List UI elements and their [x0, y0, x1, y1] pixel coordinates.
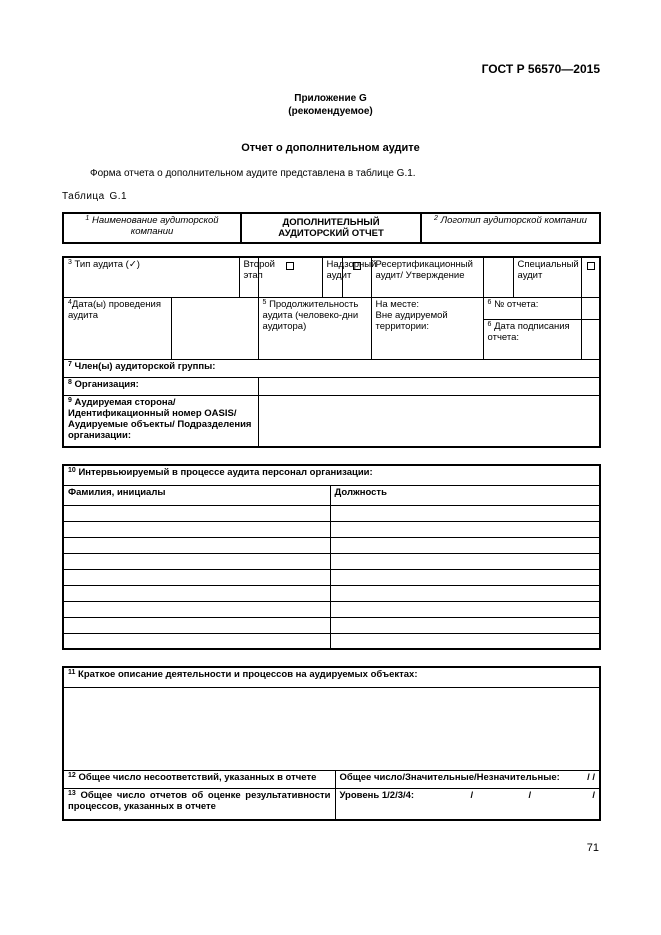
effectiveness-level-label: Уровень 1/2/3/4:: [339, 789, 415, 801]
staff-position-cell[interactable]: [330, 521, 600, 537]
staff-name-cell[interactable]: [63, 521, 330, 537]
staff-position-cell[interactable]: [330, 601, 600, 617]
organization-label: Организация:: [74, 378, 139, 390]
nonconformities-value-label: Общее число/Значительные/Незначительные:: [339, 771, 560, 783]
audit-dates-value[interactable]: [171, 297, 258, 359]
footnote-mark: 3: [68, 259, 72, 266]
audit-details-table: [62, 256, 601, 448]
staff-name-cell[interactable]: [63, 617, 330, 633]
level-separator-1: /: [470, 789, 474, 801]
effectiveness-value-cell[interactable]: [335, 788, 600, 820]
appendix-heading: [0, 92, 661, 118]
organization-label-cell: [63, 377, 258, 395]
footnote-mark: 2: [434, 215, 438, 222]
duration-label-cell: [258, 297, 371, 359]
onsite-offsite-cell: [371, 297, 483, 359]
footnote-mark: 6: [487, 320, 492, 328]
special-label: Специальный аудит: [513, 257, 581, 297]
column-header-name: Фамилия, инициалы: [63, 485, 330, 505]
staff-position-cell[interactable]: [330, 537, 600, 553]
activity-description-field[interactable]: [63, 687, 600, 770]
duration-label: Продолжительность аудита (человеко-дни аудитора): [262, 298, 359, 332]
audit-type-cell: [63, 257, 239, 297]
intro-text: Форма отчета о дополнительном аудите представлена в таблице G.1.: [90, 168, 416, 179]
footnote-mark: 8: [68, 378, 72, 386]
staff-position-cell[interactable]: [330, 585, 600, 601]
sign-date-label-cell: [483, 319, 581, 359]
footnote-mark: 7: [68, 360, 72, 368]
special-checkbox[interactable]: [581, 257, 600, 297]
staff-position-cell[interactable]: [330, 553, 600, 569]
report-number-label-cell: [483, 297, 581, 319]
activity-title: Краткое описание деятельности и процессов на аудируемых объектах:: [78, 669, 418, 680]
offsite-label: Вне аудируемой территории:: [375, 309, 448, 332]
nonconformities-value-cell[interactable]: [335, 770, 600, 788]
staff-title: Интервьюируемый в процессе аудита персонал организации:: [78, 467, 373, 478]
staff-title-row: [63, 465, 600, 485]
footnote-mark: 9: [68, 396, 72, 404]
checkbox-icon: [587, 262, 595, 270]
effectiveness-label-cell: [63, 788, 335, 820]
staff-name-cell[interactable]: [63, 569, 330, 585]
second-stage-label: Второй этап: [239, 257, 258, 297]
org-name-cell: [63, 213, 241, 243]
report-type-title: ДОПОЛНИТЕЛЬНЫЙ АУДИТОРСКИЙ ОТЧЕТ: [241, 213, 421, 243]
staff-position-cell[interactable]: [330, 633, 600, 649]
table-label-word: Таблица: [62, 191, 105, 202]
appendix-title: Приложение G: [294, 93, 367, 104]
staff-position-cell[interactable]: [330, 505, 600, 521]
recert-checkbox[interactable]: [483, 257, 513, 297]
header-table: [62, 212, 601, 244]
report-number-label: № отчета:: [494, 298, 539, 310]
nonconformities-label-cell: [63, 770, 335, 788]
audit-type-label: Тип аудита (✓): [74, 259, 140, 270]
audit-dates-label-cell: [63, 297, 171, 359]
audit-dates-label: Дата(ы) проведения аудита: [68, 298, 161, 321]
footnote-mark: 6: [487, 298, 492, 306]
summary-table: [62, 666, 601, 821]
column-header-position: Должность: [330, 485, 600, 505]
footnote-mark: 5: [262, 298, 267, 306]
level-separator-3: /: [592, 789, 595, 801]
staff-position-cell[interactable]: [330, 617, 600, 633]
staff-name-cell[interactable]: [63, 633, 330, 649]
audit-team-label: Член(ы) аудиторской группы:: [74, 360, 216, 372]
staff-name-cell[interactable]: [63, 505, 330, 521]
appendix-subtitle: (рекомендуемое): [288, 106, 373, 117]
onsite-label: На месте:: [375, 298, 420, 310]
footnote-mark: 11: [68, 669, 76, 676]
surveillance-label: Надзорный аудит: [322, 257, 342, 297]
document-title: Отчет о дополнительном аудите: [241, 142, 420, 154]
footnote-mark: 13: [68, 789, 76, 797]
table-label-number: G.1: [109, 191, 128, 202]
page-number: 71: [586, 842, 599, 854]
nonconformities-slashes: / /: [587, 771, 595, 783]
staff-position-cell[interactable]: [330, 569, 600, 585]
staff-name-cell[interactable]: [63, 553, 330, 569]
checkbox-icon: [353, 262, 361, 270]
footnote-mark: 10: [68, 467, 76, 474]
auditee-label: Аудируемая сторона/ Идентификационный номер OASIS/Аудируемые объекты/ Подразделения организации:: [68, 396, 252, 441]
footnote-mark: 12: [68, 771, 76, 779]
effectiveness-label: Общее число отчетов об оценке результативности процессов, указанных в отчете: [68, 789, 331, 812]
staff-name-cell[interactable]: [63, 601, 330, 617]
staff-name-cell[interactable]: [63, 537, 330, 553]
audit-team-row: [63, 359, 600, 377]
level-separator-2: /: [528, 789, 532, 801]
interviewed-staff-table: [62, 464, 601, 650]
checkbox-icon: [286, 262, 294, 270]
sign-date-label: Дата подписания отчета:: [487, 320, 570, 343]
logo-cell: [421, 213, 600, 243]
logo-label: Логотип аудиторской компании: [440, 215, 587, 226]
organization-value[interactable]: [258, 377, 600, 395]
auditee-label-cell: [63, 395, 258, 447]
sign-date-value[interactable]: [581, 319, 600, 359]
footnote-mark: 4: [68, 298, 72, 306]
nonconformities-label: Общее число несоответствий, указанных в отчете: [78, 771, 317, 783]
standard-number: ГОСТ Р 56570—2015: [481, 62, 600, 76]
table-label: [62, 191, 127, 202]
staff-name-cell[interactable]: [63, 585, 330, 601]
org-name-label: Наименование аудиторской компании: [91, 215, 219, 237]
recert-label: Ресертификационный аудит/ Утверждение: [371, 257, 483, 297]
auditee-value[interactable]: [258, 395, 600, 447]
activity-title-row: [63, 667, 600, 687]
footnote-mark: 1: [85, 215, 90, 222]
report-number-value[interactable]: [581, 297, 600, 319]
